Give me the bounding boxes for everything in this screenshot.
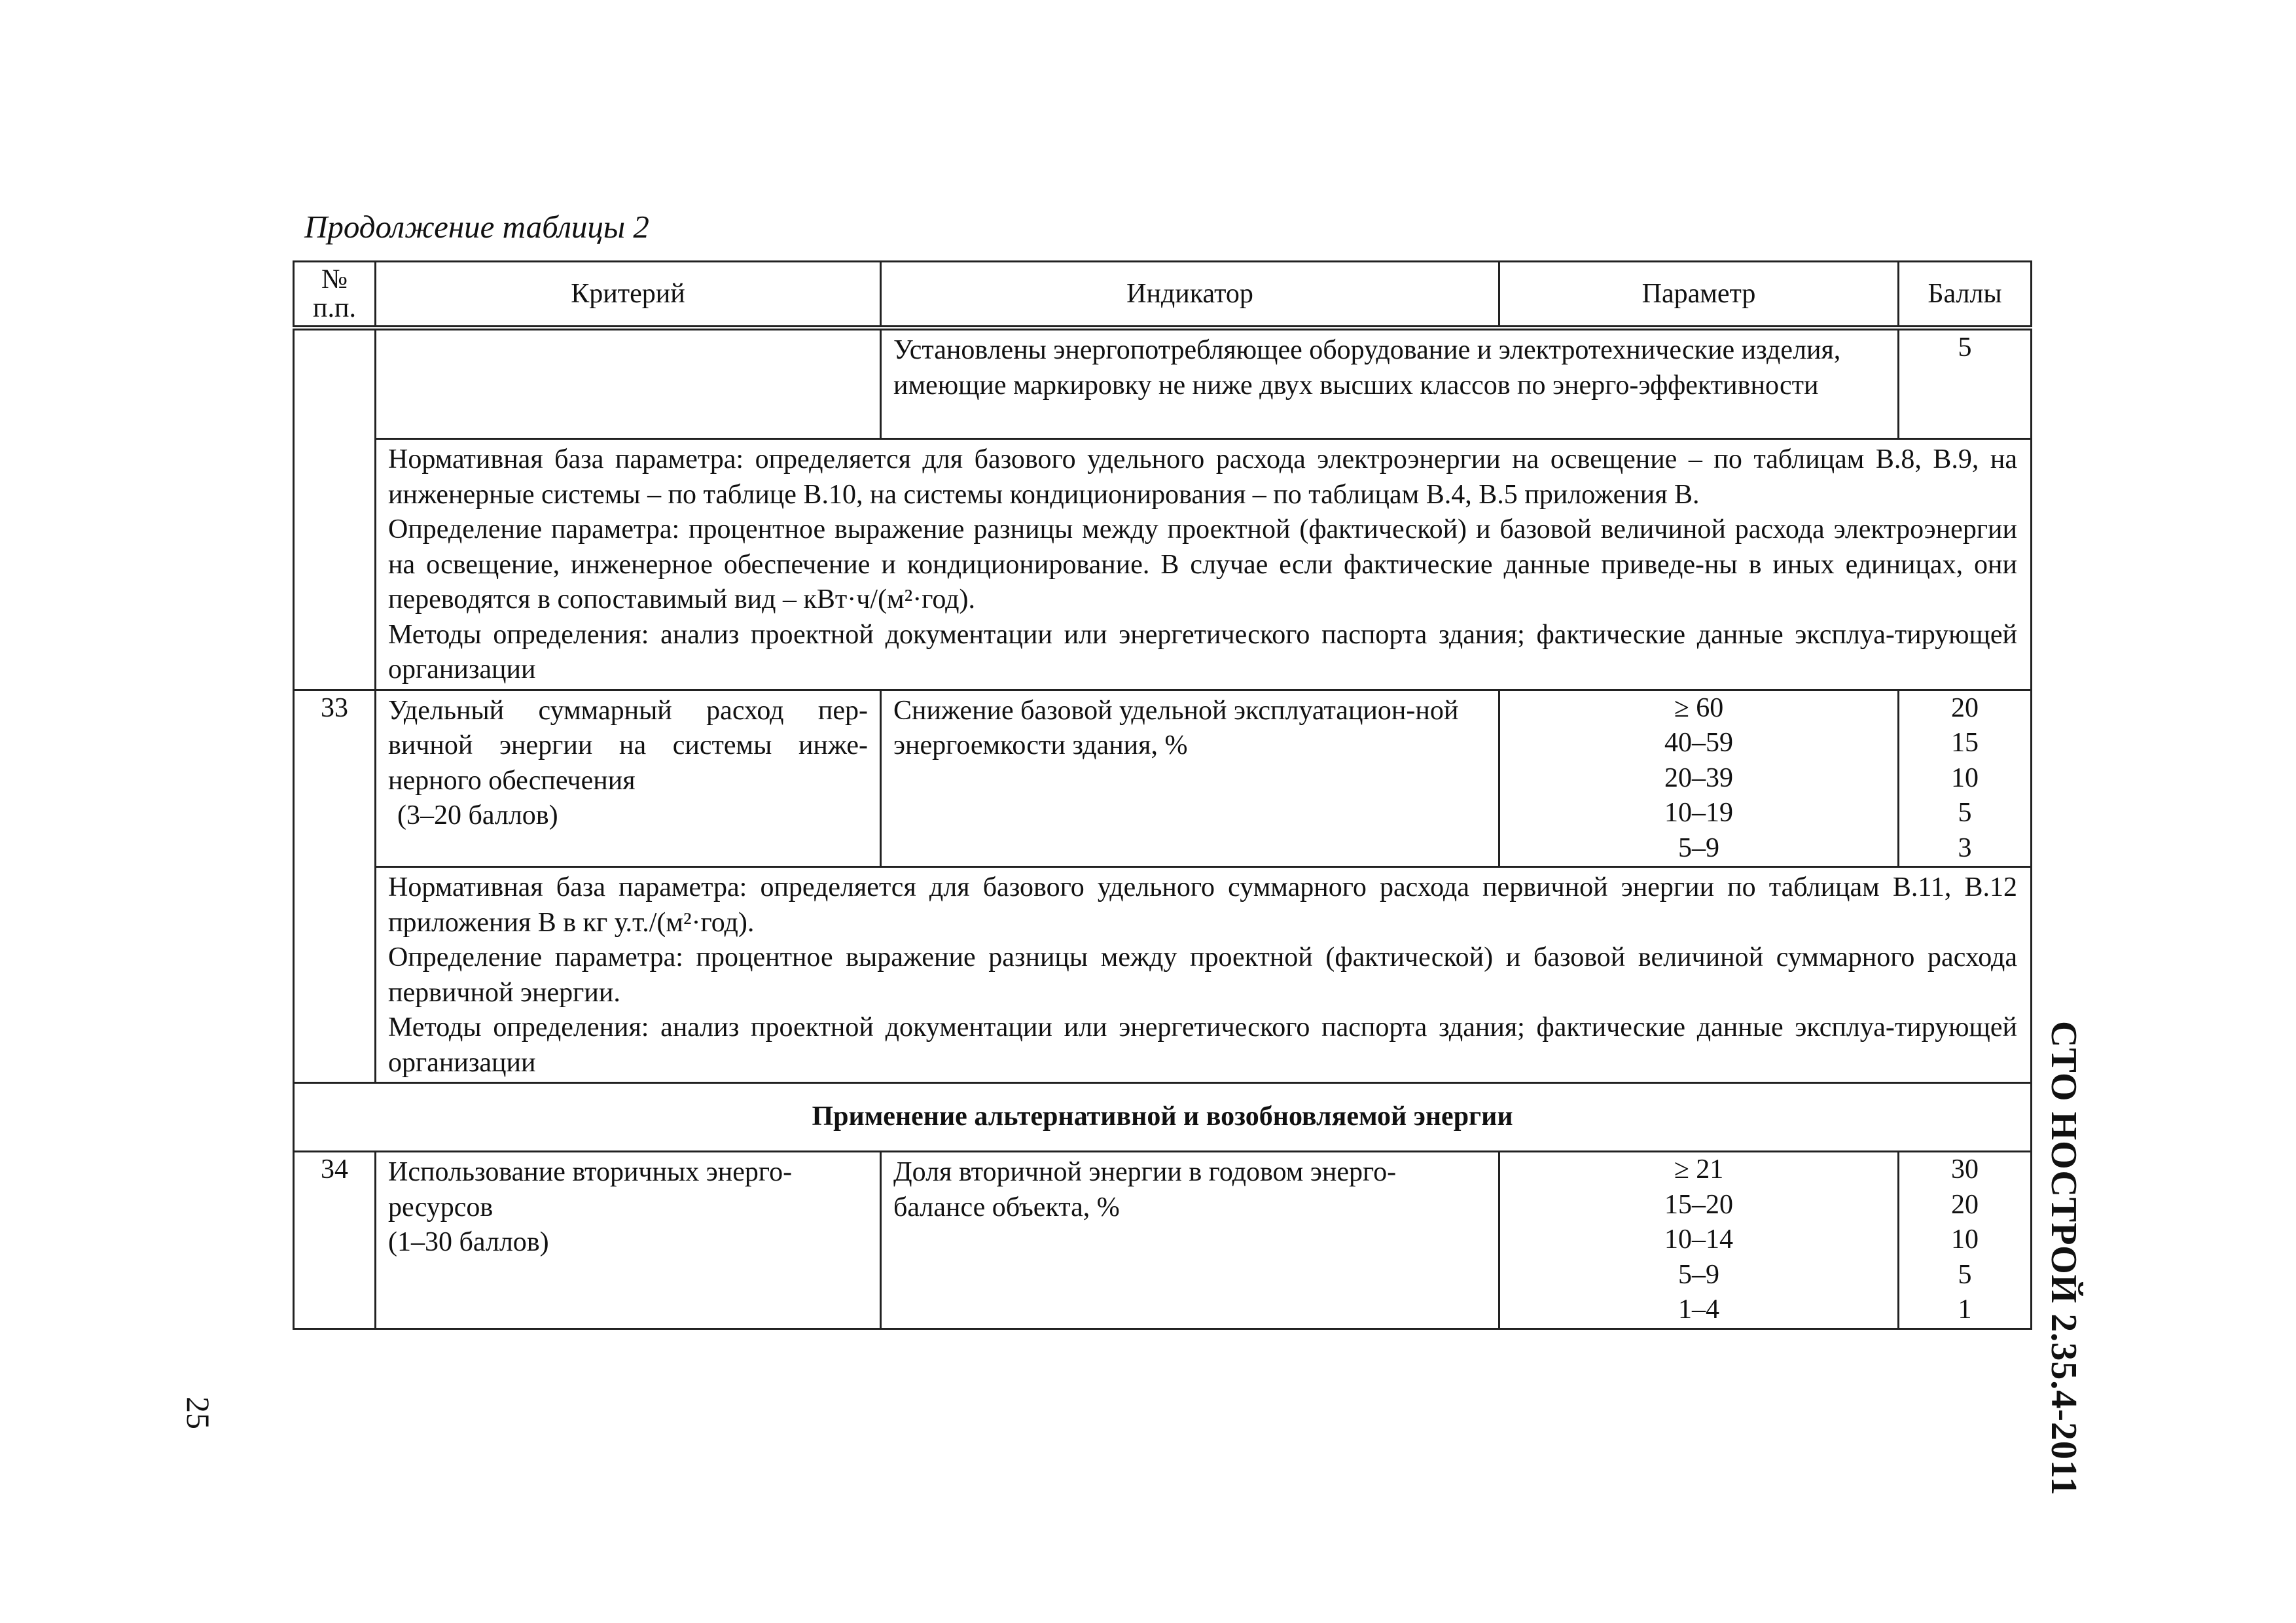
parameter-value: 1–4	[1678, 1294, 1719, 1325]
points-value: 10	[1951, 762, 1979, 793]
parameter-value: 10–19	[1664, 798, 1733, 828]
parameter-value: 20–39	[1664, 762, 1733, 793]
header-points: Баллы	[1899, 262, 2032, 329]
parameter-note	[376, 867, 2032, 1083]
section-title: Применение альтернативной и возобновляемой энергии	[294, 1083, 2032, 1152]
table-note-row	[294, 867, 2032, 1083]
document-standard-stamp: СТО НОСТРОЙ 2.35.4-2011	[2043, 1021, 2084, 1496]
header-num-abbr: п.п.	[313, 293, 356, 323]
table-row	[294, 1152, 2032, 1329]
points-value: 10	[1951, 1224, 1979, 1255]
note-definition: Определение параметра: процентное выражение разницы между проектной (фактической) и базовой величиной суммарного расхода первичной энергии.	[388, 942, 2017, 1008]
indicator-cell: Снижение базовой удельной эксплуатацион-ной энергоемкости здания, %	[881, 690, 1499, 867]
header-num-symbol: №	[321, 264, 348, 294]
points-value: 1	[1958, 1294, 1972, 1325]
parameter-cell	[1499, 690, 1899, 867]
points-value: 5	[1958, 1259, 1972, 1290]
header-criterion: Критерий	[376, 262, 881, 329]
note-normative-base: Нормативная база параметра: определяется для базового удельного расхода электроэнергии на освещение – по таблицам В.8, В.9, на инженерные системы – по таблице В.10, на системы кондиционирования – по таблицам В.4, В.5 приложения В.	[388, 444, 2017, 510]
indicator-cell: Установлены энергопотребляющее оборудование и электротехнические изделия, имеющие маркировку не ниже двух высших классов по энерго-эффективности	[881, 328, 1899, 439]
note-methods: Методы определения: анализ проектной документации или энергетического паспорта здания; фактические данные эксплуа-тирующей организации	[388, 1012, 2017, 1078]
criterion-points-range: (3–20 баллов)	[397, 800, 558, 830]
table-caption: Продолжение таблицы 2	[304, 209, 649, 245]
criterion-text: Использование вторичных энерго-ресурсов	[388, 1157, 793, 1222]
criterion-cell	[376, 1152, 881, 1329]
parameter-value: 40–59	[1664, 728, 1733, 758]
section-row	[294, 1083, 2032, 1152]
table-header-row	[294, 262, 2032, 329]
parameter-value: 10–14	[1664, 1224, 1733, 1255]
indicator-cell: Доля вторичной энергии в годовом энерго-балансе объекта, %	[881, 1152, 1499, 1329]
points-cell: 5	[1899, 328, 2032, 439]
points-cell	[1899, 690, 2032, 867]
criterion-cell	[376, 690, 881, 867]
criteria-table	[293, 260, 2032, 1330]
parameter-note	[376, 439, 2032, 690]
criterion-text: Удельный суммарный расход пер-вичной энергии на системы инже-нерного обеспечения	[388, 695, 868, 796]
header-indicator: Индикатор	[881, 262, 1499, 329]
table-row	[294, 328, 2032, 439]
note-methods: Методы определения: анализ проектной документации или энергетического паспорта здания; фактические данные эксплуа-тирующей организации	[388, 619, 2017, 685]
parameter-cell	[1499, 1152, 1899, 1329]
row-num-cell	[294, 328, 376, 690]
row-num-cell: 33	[294, 690, 376, 1083]
table-row	[294, 690, 2032, 867]
points-value: 3	[1958, 832, 1972, 863]
points-cell	[1899, 1152, 2032, 1329]
parameter-value: ≥ 60	[1674, 692, 1724, 723]
points-value: 15	[1951, 728, 1979, 758]
note-definition: Определение параметра: процентное выражение разницы между проектной (фактической) и базовой величиной расхода электроэнергии на освещение, инженерное обеспечение и кондиционирование. В случае если фактические данные приведе-ны в иных единицах, они переводятся в сопоставимый вид – кВт·ч/(м²·год).	[388, 514, 2017, 615]
header-parameter: Параметр	[1499, 262, 1899, 329]
parameter-value: 5–9	[1678, 1259, 1719, 1290]
points-value: 5	[1958, 798, 1972, 828]
parameter-value: 5–9	[1678, 832, 1719, 863]
criterion-cell	[376, 328, 881, 439]
points-value: 30	[1951, 1154, 1979, 1185]
criterion-points-range: (1–30 баллов)	[388, 1227, 549, 1257]
parameter-value: ≥ 21	[1674, 1154, 1724, 1185]
note-normative-base: Нормативная база параметра: определяется для базового удельного суммарного расхода первичной энергии по таблицам В.11, В.12 приложения В в кг у.т./(м²·год).	[388, 872, 2017, 938]
points-value: 20	[1951, 692, 1979, 723]
parameter-value: 15–20	[1664, 1189, 1733, 1220]
row-num-cell: 34	[294, 1152, 376, 1329]
table-note-row	[294, 439, 2032, 690]
points-value: 20	[1951, 1189, 1979, 1220]
page-number: 25	[180, 1397, 217, 1429]
header-num	[294, 262, 376, 329]
